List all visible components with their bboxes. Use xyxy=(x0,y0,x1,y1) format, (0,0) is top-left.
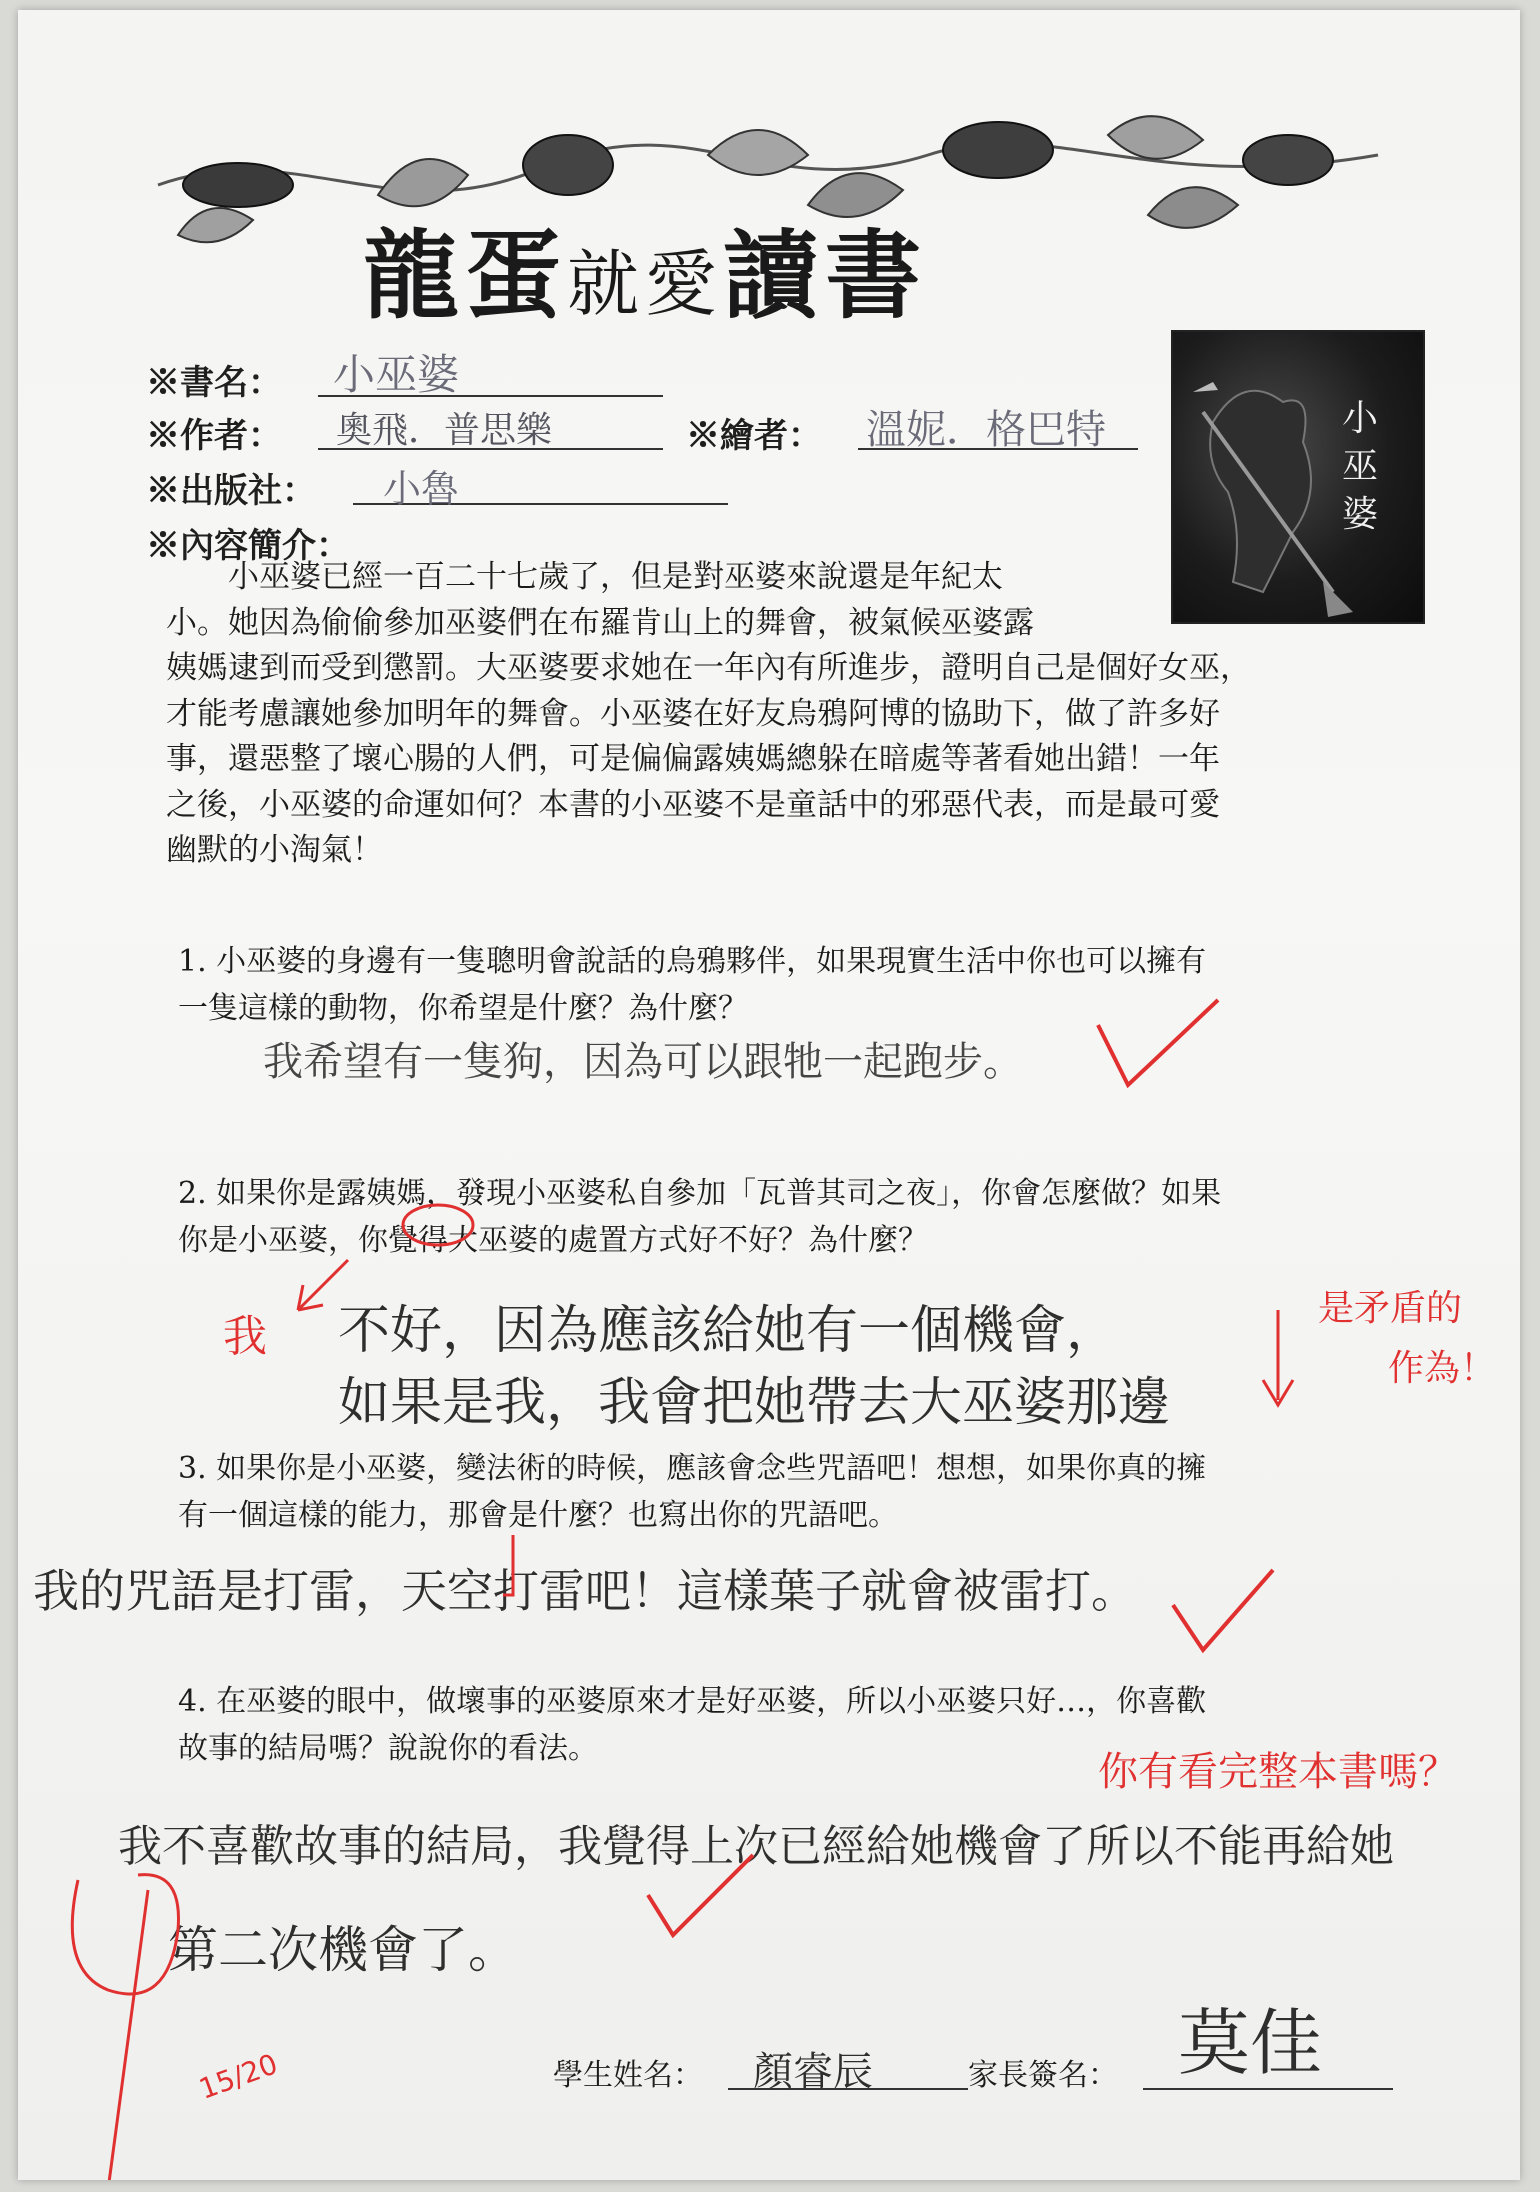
publisher-label: ※出版社： xyxy=(146,471,316,511)
publisher-value: 小魯 xyxy=(383,467,460,511)
summary-line: 才能考慮讓她參加明年的舞會。小巫婆在好友烏鴉阿博的協助下，做了許多好 xyxy=(166,695,1220,732)
book-label: ※書名： xyxy=(146,363,282,403)
summary-line: 幽默的小淘氣！ xyxy=(166,832,383,868)
question-line: 4. 在巫婆的眼中，做壞事的巫婆原來才是好巫婆，所以小巫婆只好…，你喜歡 xyxy=(178,1684,1207,1719)
answer-2-line-2: 如果是我，我會把她帶去大巫婆那邊 xyxy=(338,1373,1171,1433)
question-line: 故事的結局嗎？說說你的看法。 xyxy=(178,1731,598,1766)
teacher-red-marks xyxy=(18,10,1520,2180)
question-line: 1. 小巫婆的身邊有一隻聰明會說話的烏鴉夥伴，如果現實生活中你也可以擁有 xyxy=(178,944,1207,979)
teacher-note-2-line-2: 作為！ xyxy=(1388,1348,1497,1389)
check-mark-icon xyxy=(648,1855,753,1935)
worksheet-page xyxy=(18,10,1520,2180)
student-name-label: 學生姓名： xyxy=(553,2058,703,2093)
page-title: 龍蛋就愛讀書 xyxy=(363,219,928,332)
question-line: 你是小巫婆，你覺得大巫婆的處置方式好不好？為什麼？ xyxy=(178,1223,928,1258)
book-value: 小巫婆 xyxy=(333,350,460,399)
teacher-note-4: 你有看完整本書嗎？ xyxy=(1098,1749,1458,1795)
cover-title: 小巫婆 xyxy=(1341,398,1378,535)
check-mark-icon xyxy=(1098,1000,1218,1085)
summary-line: 之後，小巫婆的命運如何？本書的小巫婆不是童話中的邪惡代表，而是最可愛 xyxy=(166,786,1220,823)
summary-line: 事，還惡整了壞心腸的人們，可是偏偏露姨媽總躲在暗處等著看她出錯！一年 xyxy=(166,741,1220,777)
teacher-prefix-2: 我 xyxy=(223,1311,267,1362)
summary-label: ※內容簡介： xyxy=(146,526,350,566)
summary-line: 姨媽逮到而受到懲罰。大巫婆要求她在一年內有所進步，證明自己是個好女巫， xyxy=(166,650,1251,686)
parent-signature-value: 莫佳 xyxy=(1178,2001,1323,2085)
arrow-down-icon xyxy=(1263,1310,1293,1405)
illustrator-value: 溫妮．格巴特 xyxy=(866,407,1106,453)
question-line: 一隻這樣的動物，你希望是什麼？為什麼？ xyxy=(178,991,748,1026)
answer-4-line-1: 我不喜歡故事的結局，我覺得上次已經給她機會了所以不能再給她 xyxy=(118,1821,1394,1872)
parent-signature-label: 家長簽名： xyxy=(968,2058,1118,2093)
author-label: ※作者： xyxy=(146,416,282,456)
circle-mark-icon xyxy=(403,1205,473,1245)
answer-4-line-2: 第二次機會了。 xyxy=(168,1921,518,1979)
summary-line: 小巫婆已經一百二十七歲了，但是對巫婆來說還是年紀太 xyxy=(166,559,1003,595)
student-name-value: 顏睿辰 xyxy=(753,2049,873,2095)
question-line: 有一個這樣的能力，那會是什麼？也寫出你的咒語吧。 xyxy=(178,1498,898,1533)
question-line: 3. 如果你是小巫婆，變法術的時候，應該會念些咒語吧！想想，如果你真的擁 xyxy=(178,1451,1207,1486)
author-value: 奧飛．普思樂 xyxy=(336,410,553,451)
teacher-note-2-line-1: 是矛盾的 xyxy=(1318,1288,1463,1329)
answer-1: 我希望有一隻狗，因為可以跟牠一起跑步。 xyxy=(263,1039,1023,1085)
check-mark-icon xyxy=(1173,1570,1273,1650)
grade-mark-icon xyxy=(72,1875,178,1994)
answer-2-line-1: 不好，因為應該給她有一個機會， xyxy=(338,1301,1119,1361)
illustrator-label: ※繪者： xyxy=(686,416,822,456)
answer-3: 我的咒語是打雷，天空打雷吧！這樣葉子就會被雷打。 xyxy=(33,1564,1137,1618)
question-line: 2. 如果你是露姨媽，發現小巫婆私自參加「瓦普其司之夜」，你會怎麼做？如果 xyxy=(178,1176,1222,1211)
score-mark: 15/20 xyxy=(194,2047,282,2106)
summary-line: 小。她因為偷偷參加巫婆們在布羅肯山上的舞會，被氣候巫婆露 xyxy=(166,604,1034,641)
